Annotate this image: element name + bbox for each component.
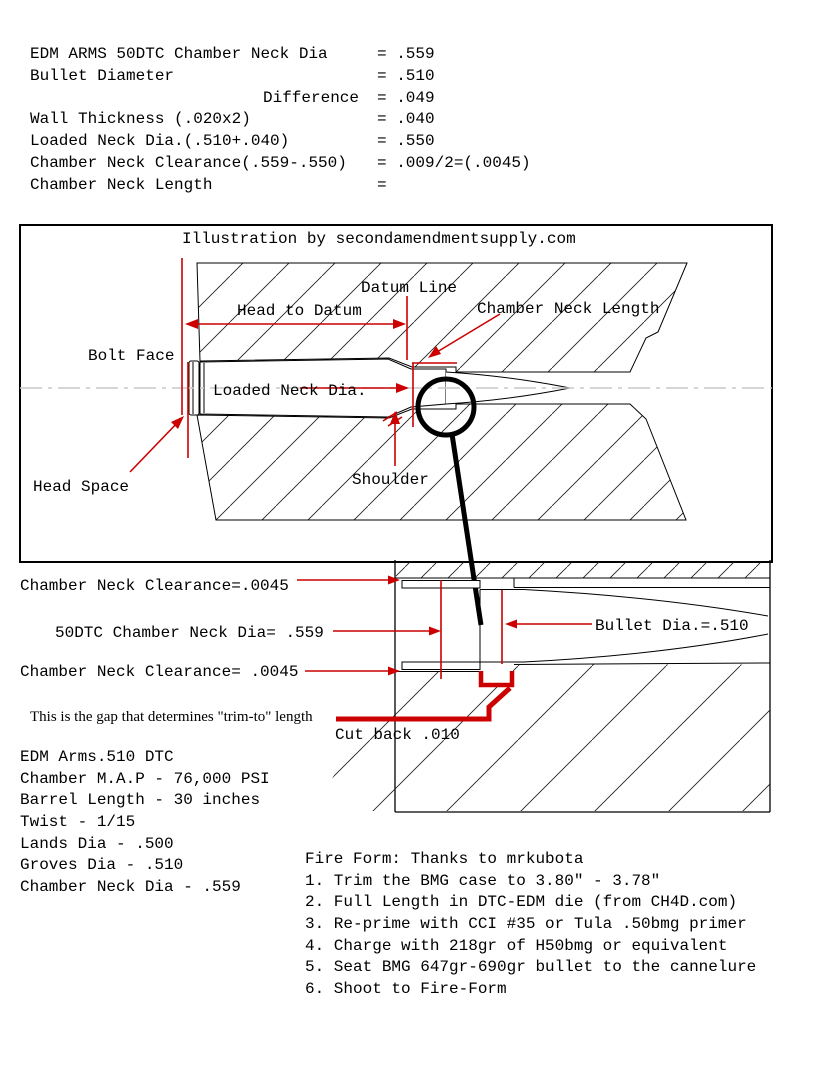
spec-row xyxy=(30,154,531,176)
fire-form-instructions xyxy=(305,850,756,1002)
label-head-to-datum: Head to Datum xyxy=(237,302,362,320)
rifle-spec-list xyxy=(20,748,270,900)
arrowhead-neck-dia xyxy=(429,627,441,636)
rifle-spec-line: Lands Dia - .500 xyxy=(20,834,174,853)
spec-value: = .550 xyxy=(377,132,435,151)
spec-value: = .049 xyxy=(377,88,435,107)
fire-form-line: Fire Form: Thanks to mrkubota xyxy=(305,850,584,868)
illustration-credit: Illustration by secondamendmentsupply.com xyxy=(182,230,576,248)
label-shoulder: Shoulder xyxy=(352,471,429,489)
spec-label: Difference xyxy=(262,88,359,107)
spec-label: Chamber Neck Length xyxy=(30,175,213,194)
top-spec-table xyxy=(30,45,531,198)
spec-value: = .040 xyxy=(377,110,435,129)
spec-value: = .510 xyxy=(377,66,435,85)
spec-label: Wall Thickness (.020x2) xyxy=(30,110,251,129)
detail-hatch-top-strip xyxy=(396,562,770,578)
spec-row xyxy=(30,45,531,67)
fire-form-line: 1. Trim the BMG case to 3.80" - 3.78" xyxy=(305,871,661,890)
bullet-ogive-bottom-detail xyxy=(480,634,768,662)
spec-row xyxy=(30,89,531,111)
bore-wall-bottom xyxy=(514,663,770,665)
spec-row xyxy=(30,176,531,198)
spec-value: = .559 xyxy=(377,45,435,63)
label-chamber-neck-length: Chamber Neck Length xyxy=(477,300,660,318)
rifle-spec-line: Twist - 1/15 xyxy=(20,813,136,832)
spec-label: Chamber Neck Clearance(.559-.550) xyxy=(30,153,347,172)
rifle-spec-line: Barrel Length - 30 inches xyxy=(20,791,261,810)
spec-label: EDM ARMS 50DTC Chamber Neck Dia xyxy=(30,45,328,63)
fire-form-line: 6. Shoot to Fire-Form xyxy=(305,980,507,999)
label-neck-dia: 50DTC Chamber Neck Dia= .559 xyxy=(55,624,324,642)
red-arrowheads-detail xyxy=(388,576,517,676)
rifle-spec-line: Chamber Neck Dia - .559 xyxy=(20,878,241,897)
spec-value: = xyxy=(377,175,387,194)
label-cut-back: Cut back .010 xyxy=(335,726,460,744)
spec-row xyxy=(30,110,531,132)
rifle-spec-line: Groves Dia - .510 xyxy=(20,856,184,875)
rifle-spec-line: EDM Arms.510 DTC xyxy=(20,748,174,766)
spec-value: = .009/2=(.0045) xyxy=(377,153,531,172)
chamber-hatch-bottom xyxy=(197,404,686,520)
fire-form-line: 5. Seat BMG 647gr-690gr bullet to the cannelure xyxy=(305,958,757,977)
label-loaded-neck-dia: Loaded Neck Dia. xyxy=(213,382,367,400)
fire-form-line: 2. Full Length in DTC-EDM die (from CH4D.com) xyxy=(305,893,738,912)
label-datum-line: Datum Line xyxy=(361,279,458,297)
bullet-ogive-top-detail xyxy=(480,590,768,617)
label-trim-gap-note: This is the gap that determines "trim-to" length xyxy=(30,709,313,725)
fire-form-line: 4. Charge with 218gr of H50bmg or equivalent xyxy=(305,936,728,955)
label-head-space: Head Space xyxy=(33,478,130,496)
label-clearance-bottom: Chamber Neck Clearance= .0045 xyxy=(20,663,299,681)
label-clearance-top: Chamber Neck Clearance=.0045 xyxy=(20,577,289,595)
arrowhead-bullet-dia xyxy=(505,620,517,629)
spec-label: Loaded Neck Dia.(.510+.040) xyxy=(30,132,290,151)
spec-row xyxy=(30,132,531,154)
label-bolt-face: Bolt Face xyxy=(88,347,175,365)
spec-label: Bullet Diameter xyxy=(30,66,175,85)
rifle-spec-line: Chamber M.A.P - 76,000 PSI xyxy=(20,769,270,788)
label-bullet-dia: Bullet Dia.=.510 xyxy=(595,617,749,635)
spec-row xyxy=(30,67,531,89)
fire-form-line: 3. Re-prime with CCI #35 or Tula .50bmg primer xyxy=(305,915,747,934)
trim-gap-bracket xyxy=(481,671,512,685)
